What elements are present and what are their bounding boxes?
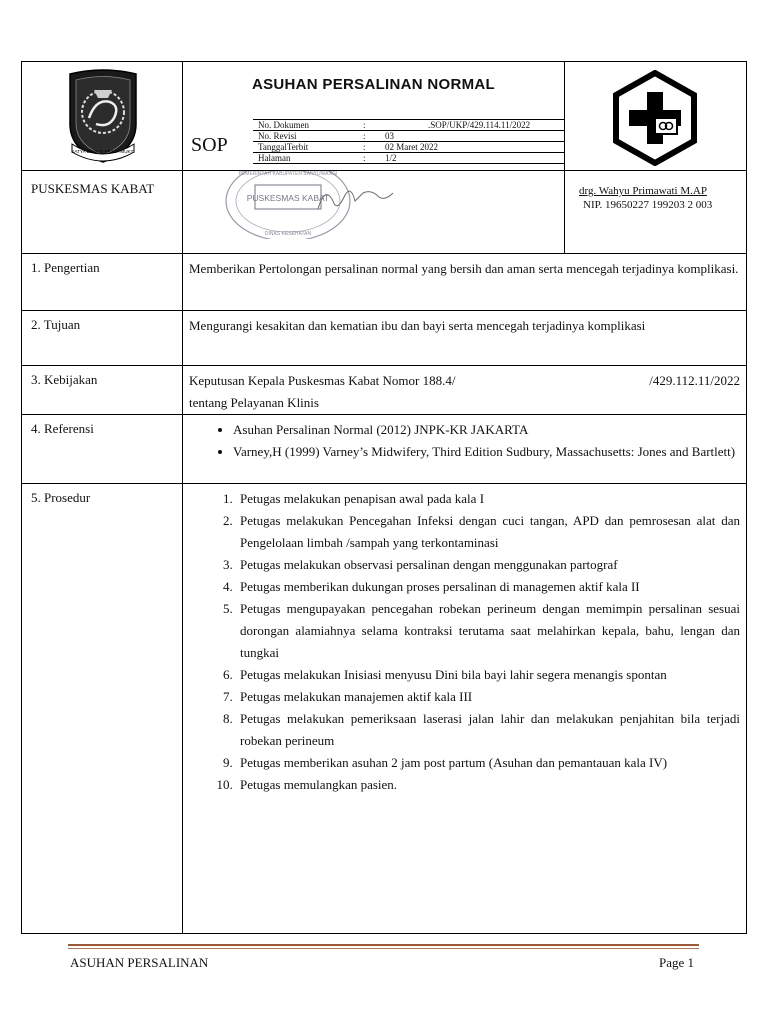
footer-rule-thin [68, 948, 699, 949]
header-row [22, 62, 747, 171]
stamp-ring-top: PEMERINTAH KABUPATEN BANYUWANGI [238, 171, 338, 177]
meta-label: TanggalTerbit [253, 142, 363, 153]
list-item: 1. Petugas melakukan penapisan awal pada kala I [236, 488, 740, 510]
list-item: 7. Petugas melakukan manajemen aktif kala III [236, 686, 740, 708]
puskesmas-logo-cell [565, 62, 747, 171]
signer-nip: NIP. 19650227 199203 2 003 [583, 199, 713, 211]
section-label: 4. Referensi [22, 415, 183, 484]
list-item: 2. Petugas melakukan Pencegahan Infeksi dengan cuci tangan, APD dan pemrosesan alat dan Pengelolaan limbah /sampah yang terkontaminasi [236, 510, 740, 554]
meta-row [253, 120, 564, 131]
section-label: 2. Tujuan [22, 311, 183, 366]
signer-block [565, 171, 747, 254]
meta-label: No. Dokumen [253, 120, 363, 131]
list-item: 3. Petugas melakukan observasi persalinan dengan menggunakan partograf [236, 554, 740, 576]
list-item: 8. Petugas melakukan pemeriksaan laserasi jalan lahir dan melakukan penjahitan bila terjadi robekan perineum [236, 708, 740, 752]
title-block [183, 62, 565, 171]
section-body [183, 484, 747, 934]
meta-row [253, 153, 564, 164]
section-label: 3. Kebijakan [22, 366, 183, 415]
list-item: 6. Petugas melakukan Inisiasi menyusu Dini bila bayi lahir segera menangis spontan [236, 664, 740, 686]
meta-label: No. Revisi [253, 131, 363, 142]
emblem-motto: SATYA BHAKTI PRAJA MUKTI [71, 149, 135, 154]
meta-colon: : [363, 131, 371, 142]
sop-label: SOP [191, 134, 228, 156]
authorization-row [22, 171, 747, 254]
page-number: Page 1 [659, 955, 695, 970]
footer-rule [68, 944, 699, 946]
official-stamp-icon [213, 171, 453, 239]
meta-value: 02 Maret 2022 [371, 142, 564, 153]
section-referensi [22, 415, 747, 484]
meta-row [253, 131, 564, 142]
policy-number-right: /429.112.11/2022 [649, 373, 740, 388]
reference-list [189, 419, 740, 463]
section-text: Mengurangi kesakitan dan kematian ibu dan bayi serta mencegah terjadinya komplikasi [183, 311, 747, 366]
regency-emblem-icon [64, 68, 142, 166]
meta-colon: : [363, 120, 371, 131]
meta-colon: : [363, 142, 371, 153]
document-meta [253, 119, 564, 164]
sop-document [21, 61, 746, 934]
section-pengertian [22, 254, 747, 311]
footer-title: ASUHAN PERSALINAN [70, 955, 209, 970]
stamp-label: PUSKESMAS KABAT [246, 193, 330, 203]
regency-logo-cell [22, 62, 183, 171]
policy-number-left: Keputusan Kepala Puskesmas Kabat Nomor 188.4/ [189, 373, 456, 388]
section-prosedur [22, 484, 747, 934]
section-tujuan [22, 311, 747, 366]
list-item: 9. Petugas memberikan asuhan 2 jam post partum (Asuhan dan pemantauan kala IV) [236, 752, 740, 774]
policy-line [189, 370, 740, 392]
section-label: 1. Pengertian [22, 254, 183, 311]
meta-value: 03 [371, 131, 564, 142]
stamp-ring-bottom: DINAS KESEHATAN [264, 231, 312, 237]
section-kebijakan [22, 366, 747, 415]
section-text: Memberikan Pertolongan persalinan normal yang bersih dan aman serta mencegah terjadinya komplikasi. [183, 254, 747, 311]
meta-value: .SOP/UKP/429.114.11/2022 [371, 120, 564, 131]
meta-label: Halaman [253, 153, 363, 164]
section-label: 5. Prosedur [22, 484, 183, 934]
section-body [183, 415, 747, 484]
section-body [183, 366, 747, 415]
list-item: 10. Petugas memulangkan pasien. [236, 774, 740, 796]
list-item: 5. Petugas mengupayakan pencegahan robekan perineum dengan memimpin persalinan sesuai dorongan alamiahnya selama kontraksi terutama saat melahirkan kepala, bahu, lengan dan tungkai [236, 598, 740, 664]
policy-subject: tentang Pelayanan Klinis [189, 395, 319, 410]
signer-name: drg. Wahyu Primawati M.AP [579, 185, 707, 197]
meta-row [253, 142, 564, 153]
procedure-list [189, 488, 740, 796]
page-title: ASUHAN PERSALINAN NORMAL [251, 76, 496, 93]
org-name: PUSKESMAS KABAT [22, 171, 183, 254]
list-item: 4. Petugas memberikan dukungan proses persalinan di managemen aktif kala II [236, 576, 740, 598]
meta-value: 1/2 [371, 153, 564, 164]
list-item: • Asuhan Persalinan Normal (2012) JNPK-KR JAKARTA [233, 419, 740, 441]
stamp-cell [183, 171, 565, 254]
sop-table [21, 61, 747, 934]
puskesmas-logo-icon [607, 70, 703, 166]
list-item: • Varney,H (1999) Varney’s Midwifery, Third Edition Sudbury, Massachusetts: Jones and Bartlett) [233, 441, 740, 463]
meta-colon: : [363, 153, 371, 164]
